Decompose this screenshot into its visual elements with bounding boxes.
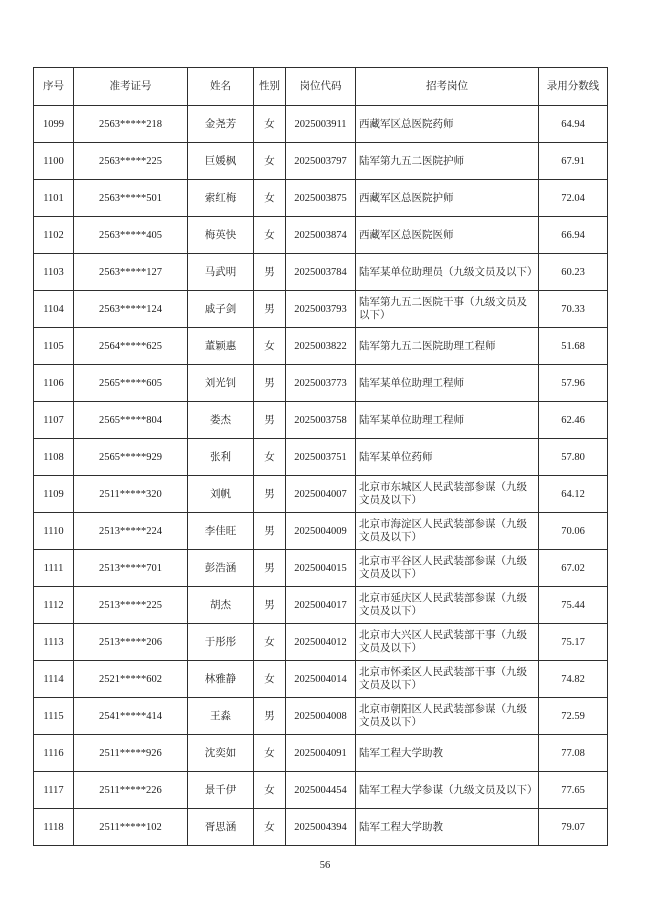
cell-score: 70.06 [539, 513, 608, 550]
cell-name: 彭浩涵 [188, 550, 254, 587]
cell-post-code: 2025003911 [286, 106, 356, 143]
cell-name: 巨媛枫 [188, 143, 254, 180]
cell-gender: 女 [254, 217, 286, 254]
cell-post: 北京市怀柔区人民武装部干事（九级文员及以下） [356, 661, 539, 698]
cell-exam-id: 2563*****225 [74, 143, 188, 180]
cell-post-code: 2025004012 [286, 624, 356, 661]
cell-seq: 1104 [34, 291, 74, 328]
table-row [34, 624, 608, 661]
cell-score: 77.65 [539, 772, 608, 809]
cell-gender: 女 [254, 661, 286, 698]
cell-seq: 1117 [34, 772, 74, 809]
cell-post-code: 2025004091 [286, 735, 356, 772]
cell-name: 景千伊 [188, 772, 254, 809]
cell-score: 75.44 [539, 587, 608, 624]
cell-gender: 男 [254, 698, 286, 735]
cell-gender: 男 [254, 587, 286, 624]
table-row [34, 550, 608, 587]
cell-gender: 男 [254, 291, 286, 328]
cell-seq: 1103 [34, 254, 74, 291]
table-row [34, 328, 608, 365]
cell-post: 陆军第九五二医院干事（九级文员及以下） [356, 291, 539, 328]
cell-score: 62.46 [539, 402, 608, 439]
page-number: 56 [319, 860, 331, 871]
cell-exam-id: 2563*****124 [74, 291, 188, 328]
cell-post: 北京市东城区人民武装部参谋（九级文员及以下） [356, 476, 539, 513]
cell-name: 张利 [188, 439, 254, 476]
cell-post-code: 2025003773 [286, 365, 356, 402]
cell-post: 陆军某单位助理工程师 [356, 402, 539, 439]
cell-exam-id: 2563*****501 [74, 180, 188, 217]
cell-seq: 1107 [34, 402, 74, 439]
cell-post: 北京市海淀区人民武装部参谋（九级文员及以下） [356, 513, 539, 550]
cell-score: 72.59 [539, 698, 608, 735]
cell-post-code: 2025004017 [286, 587, 356, 624]
cell-score: 77.08 [539, 735, 608, 772]
table-header-row [34, 68, 608, 106]
cell-score: 70.33 [539, 291, 608, 328]
cell-exam-id: 2513*****224 [74, 513, 188, 550]
cell-post: 西藏军区总医院药师 [356, 106, 539, 143]
cell-seq: 1113 [34, 624, 74, 661]
table-row [34, 587, 608, 624]
cell-post-code: 2025004394 [286, 809, 356, 846]
table-row [34, 143, 608, 180]
cell-name: 林雅静 [188, 661, 254, 698]
cell-post-code: 2025003751 [286, 439, 356, 476]
cell-score: 64.94 [539, 106, 608, 143]
table-row [34, 513, 608, 550]
cell-score: 75.17 [539, 624, 608, 661]
cell-exam-id: 2511*****226 [74, 772, 188, 809]
cell-seq: 1108 [34, 439, 74, 476]
cell-post: 陆军第九五二医院助理工程师 [356, 328, 539, 365]
cell-post-code: 2025004454 [286, 772, 356, 809]
table-row [34, 698, 608, 735]
cell-name: 胡杰 [188, 587, 254, 624]
cell-post: 北京市平谷区人民武装部参谋（九级文员及以下） [356, 550, 539, 587]
cell-post: 西藏军区总医院护师 [356, 180, 539, 217]
cell-seq: 1112 [34, 587, 74, 624]
cell-gender: 女 [254, 106, 286, 143]
cell-exam-id: 2564*****625 [74, 328, 188, 365]
cell-gender: 女 [254, 772, 286, 809]
cell-name: 马武明 [188, 254, 254, 291]
col-header-exam-id: 准考证号 [74, 68, 188, 106]
table-row [34, 180, 608, 217]
cell-name: 胥思涵 [188, 809, 254, 846]
cell-exam-id: 2513*****701 [74, 550, 188, 587]
cell-name: 刘光钊 [188, 365, 254, 402]
cell-seq: 1099 [34, 106, 74, 143]
cell-gender: 男 [254, 476, 286, 513]
cell-post-code: 2025004008 [286, 698, 356, 735]
cell-post: 陆军某单位助理工程师 [356, 365, 539, 402]
cell-name: 李佳旺 [188, 513, 254, 550]
cell-gender: 女 [254, 809, 286, 846]
cell-gender: 男 [254, 365, 286, 402]
cell-name: 沈奕如 [188, 735, 254, 772]
cell-gender: 男 [254, 402, 286, 439]
cell-post-code: 2025003874 [286, 217, 356, 254]
cell-exam-id: 2521*****602 [74, 661, 188, 698]
cell-score: 64.12 [539, 476, 608, 513]
cell-seq: 1111 [34, 550, 74, 587]
cell-post: 北京市朝阳区人民武装部参谋（九级文员及以下） [356, 698, 539, 735]
cell-post: 陆军某单位药师 [356, 439, 539, 476]
cell-post: 北京市延庆区人民武装部参谋（九级文员及以下） [356, 587, 539, 624]
cell-exam-id: 2563*****405 [74, 217, 188, 254]
cell-gender: 男 [254, 513, 286, 550]
table-row [34, 217, 608, 254]
cell-seq: 1100 [34, 143, 74, 180]
cell-post-code: 2025003875 [286, 180, 356, 217]
cell-score: 51.68 [539, 328, 608, 365]
cell-seq: 1116 [34, 735, 74, 772]
cell-score: 79.07 [539, 809, 608, 846]
table-row [34, 254, 608, 291]
cell-score: 67.02 [539, 550, 608, 587]
cell-post: 陆军工程大学助教 [356, 809, 539, 846]
cell-score: 66.94 [539, 217, 608, 254]
cell-exam-id: 2513*****225 [74, 587, 188, 624]
col-header-score: 录用分数线 [539, 68, 608, 106]
cell-gender: 女 [254, 180, 286, 217]
cell-post-code: 2025004007 [286, 476, 356, 513]
cell-seq: 1106 [34, 365, 74, 402]
cell-name: 索红梅 [188, 180, 254, 217]
table-body [34, 106, 608, 846]
cell-score: 57.80 [539, 439, 608, 476]
cell-name: 于彤彤 [188, 624, 254, 661]
cell-post-code: 2025003784 [286, 254, 356, 291]
cell-seq: 1115 [34, 698, 74, 735]
col-header-seq: 序号 [34, 68, 74, 106]
cell-post: 陆军工程大学参谋（九级文员及以下） [356, 772, 539, 809]
cell-post: 陆军工程大学助教 [356, 735, 539, 772]
table-row [34, 476, 608, 513]
cell-gender: 女 [254, 735, 286, 772]
cell-gender: 男 [254, 254, 286, 291]
cell-gender: 男 [254, 550, 286, 587]
table-row [34, 365, 608, 402]
cell-exam-id: 2565*****605 [74, 365, 188, 402]
cell-name: 娄杰 [188, 402, 254, 439]
cell-exam-id: 2563*****127 [74, 254, 188, 291]
cell-score: 67.91 [539, 143, 608, 180]
cell-name: 刘帆 [188, 476, 254, 513]
cell-post: 北京市大兴区人民武装部干事（九级文员及以下） [356, 624, 539, 661]
table-row [34, 772, 608, 809]
table-row [34, 439, 608, 476]
cell-seq: 1114 [34, 661, 74, 698]
cell-exam-id: 2541*****414 [74, 698, 188, 735]
cell-gender: 女 [254, 328, 286, 365]
col-header-name: 姓名 [188, 68, 254, 106]
cell-post: 陆军第九五二医院护师 [356, 143, 539, 180]
cell-name: 王淼 [188, 698, 254, 735]
col-header-post-code: 岗位代码 [286, 68, 356, 106]
cell-exam-id: 2513*****206 [74, 624, 188, 661]
table-row [34, 735, 608, 772]
cell-name: 金尧芳 [188, 106, 254, 143]
cell-seq: 1110 [34, 513, 74, 550]
score-table [33, 67, 608, 846]
cell-score: 60.23 [539, 254, 608, 291]
cell-post-code: 2025003793 [286, 291, 356, 328]
cell-post-code: 2025004014 [286, 661, 356, 698]
cell-seq: 1101 [34, 180, 74, 217]
cell-seq: 1109 [34, 476, 74, 513]
cell-seq: 1102 [34, 217, 74, 254]
cell-seq: 1118 [34, 809, 74, 846]
cell-score: 74.82 [539, 661, 608, 698]
cell-seq: 1105 [34, 328, 74, 365]
col-header-post: 招考岗位 [356, 68, 539, 106]
table-row [34, 402, 608, 439]
cell-gender: 女 [254, 439, 286, 476]
cell-post-code: 2025004009 [286, 513, 356, 550]
cell-score: 57.96 [539, 365, 608, 402]
table-row [34, 291, 608, 328]
cell-gender: 女 [254, 624, 286, 661]
table-row [34, 106, 608, 143]
table-row [34, 809, 608, 846]
cell-exam-id: 2511*****926 [74, 735, 188, 772]
cell-post-code: 2025003797 [286, 143, 356, 180]
col-header-gender: 性别 [254, 68, 286, 106]
cell-post-code: 2025003822 [286, 328, 356, 365]
cell-name: 董颖惠 [188, 328, 254, 365]
cell-post-code: 2025003758 [286, 402, 356, 439]
cell-exam-id: 2565*****804 [74, 402, 188, 439]
cell-exam-id: 2563*****218 [74, 106, 188, 143]
cell-name: 梅英快 [188, 217, 254, 254]
cell-score: 72.04 [539, 180, 608, 217]
cell-post: 西藏军区总医院医师 [356, 217, 539, 254]
cell-exam-id: 2511*****320 [74, 476, 188, 513]
cell-exam-id: 2511*****102 [74, 809, 188, 846]
table-row [34, 661, 608, 698]
cell-exam-id: 2565*****929 [74, 439, 188, 476]
cell-post: 陆军某单位助理员（九级文员及以下） [356, 254, 539, 291]
cell-gender: 女 [254, 143, 286, 180]
cell-post-code: 2025004015 [286, 550, 356, 587]
cell-name: 戚子剑 [188, 291, 254, 328]
